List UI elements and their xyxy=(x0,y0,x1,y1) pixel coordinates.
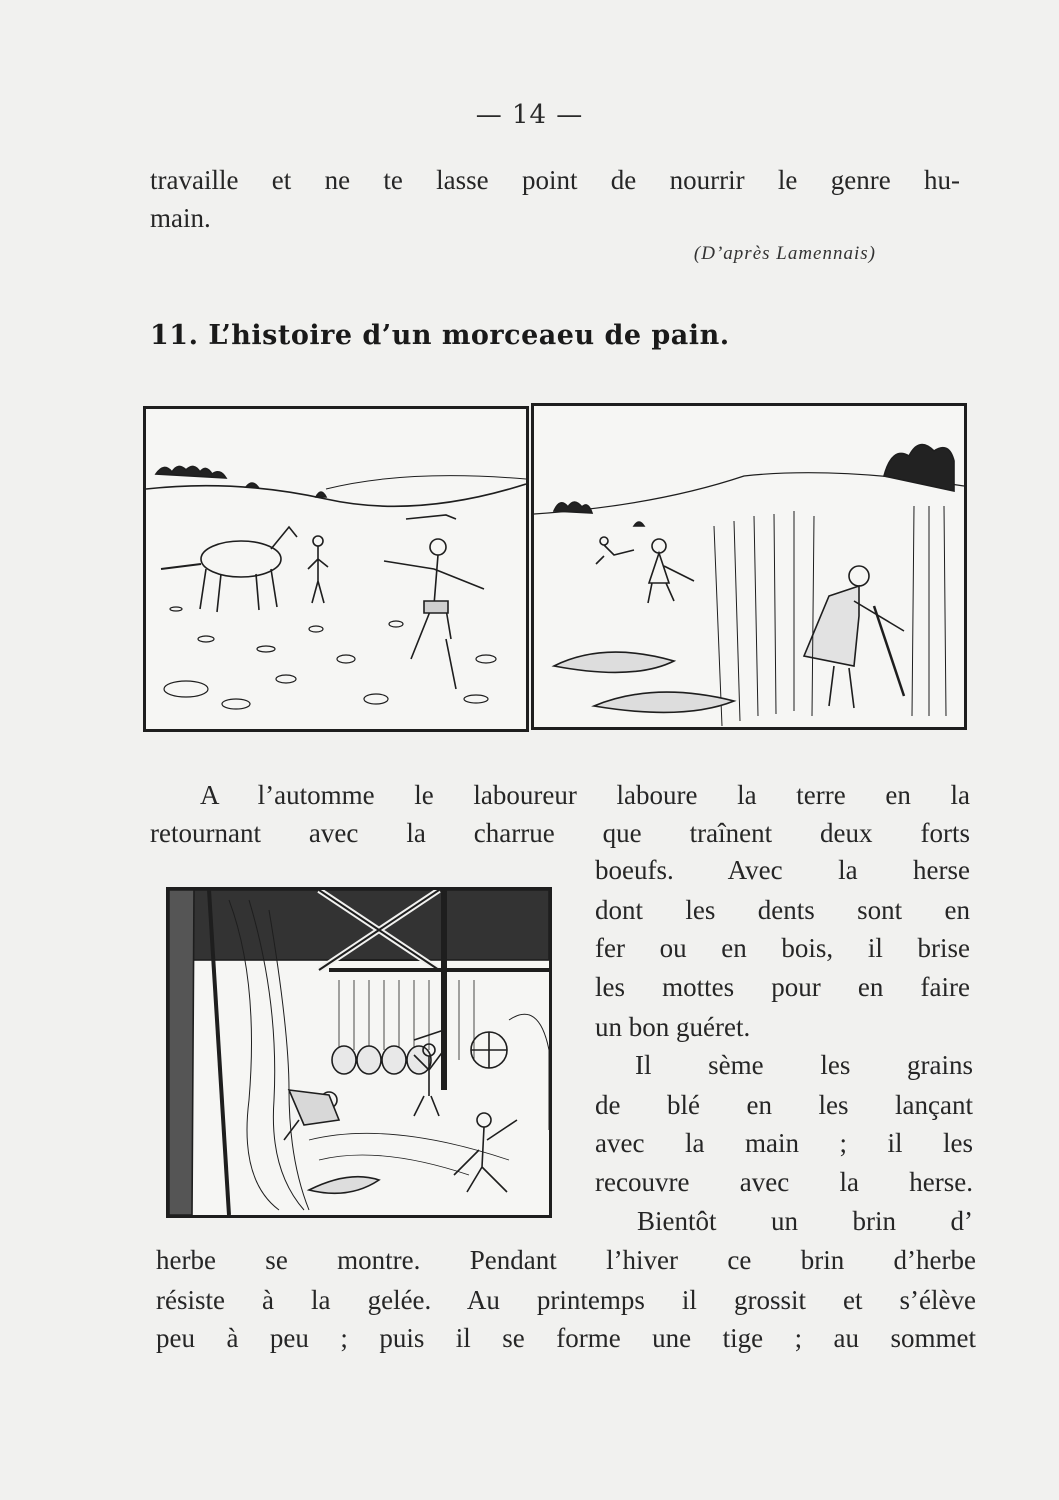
body-line-15: peu à peu ; puis il se forme une tige ; au sommet xyxy=(156,1323,976,1353)
plowing-sowing-illustration xyxy=(146,409,526,729)
page-number: — 14 — xyxy=(475,100,584,130)
body-line-3: boeufs. Avec la herse xyxy=(595,855,970,885)
section-heading: 11. L’histoire d’un morceaeu de pain. xyxy=(150,320,730,351)
body-line-2: retournant avec la charrue que traînent deux forts xyxy=(150,818,970,848)
intro-line-1: travaille et ne te lasse point de nourrir le genre hu- xyxy=(150,165,960,195)
threshing-barn-illustration xyxy=(169,890,549,1215)
body-line-13: herbe se montre. Pendant l’hiver ce brin d’herbe xyxy=(156,1245,976,1275)
harvest-illustration xyxy=(534,406,964,727)
body-line-8: Il sème les grains xyxy=(635,1050,973,1080)
intro-line-2: main. xyxy=(150,203,211,233)
body-line-11: recouvre avec la herse. xyxy=(595,1167,973,1197)
body-line-1: A l’automme le laboureur laboure la terre en la xyxy=(200,780,970,810)
body-line-10: avec la main ; il les xyxy=(595,1128,973,1158)
body-line-9: de blé en les lançant xyxy=(595,1090,973,1120)
body-line-5: fer ou en bois, il brise xyxy=(595,933,970,963)
figure-harvest xyxy=(531,403,967,730)
body-line-12: Bientôt un brin d’ xyxy=(637,1206,973,1236)
body-line-7: un bon guéret. xyxy=(595,1012,751,1042)
body-line-4: dont les dents sont en xyxy=(595,895,970,925)
citation: (D’après Lamennais) xyxy=(693,243,876,264)
body-line-14: résiste à la gelée. Au printemps il grossit et s’élève xyxy=(156,1285,976,1315)
figure-threshing-barn xyxy=(166,887,552,1218)
figure-plowing-sowing xyxy=(143,406,529,732)
body-line-6: les mottes pour en faire xyxy=(595,972,970,1002)
